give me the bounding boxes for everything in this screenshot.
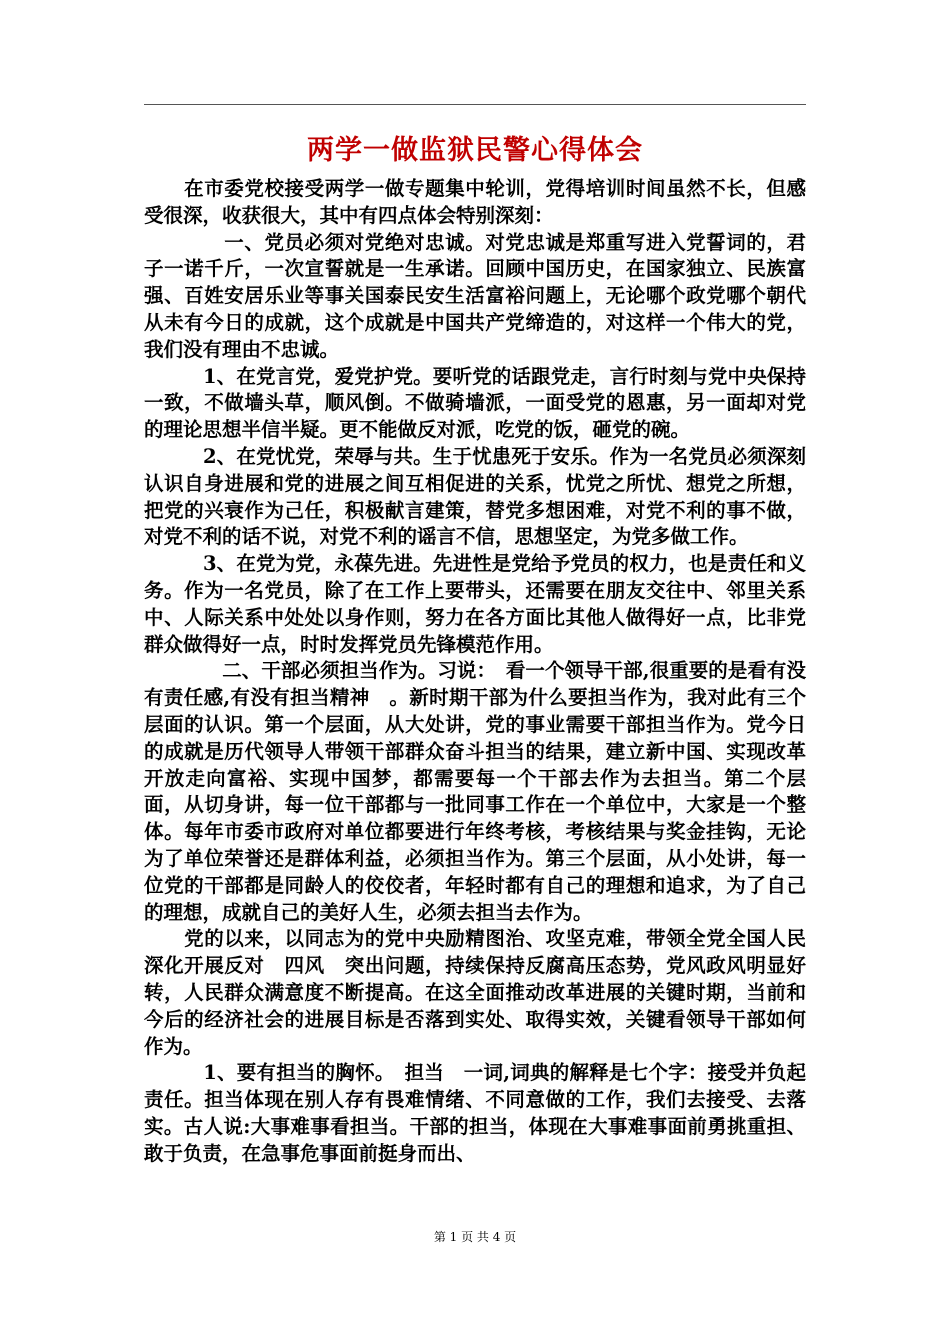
document-title: 两学一做监狱民警心得体会 — [307, 135, 643, 166]
paragraph-intro: 在市委党校接受两学一做专题集中轮训，党得培训时间虽然不长，但感受很深，收获很大，其中有四点体会特别深刻： — [144, 177, 806, 227]
paragraph-item-2-1: 1、要有担当的胸怀。 担当 一词,词典的解释是七个字：接受并负起责任。担当体现在别人存有畏难情绪、不同意做的工作，我们去接受、去落实。古人说:大事难事看担当。干部的担当，体现在大事难事面前勇挑重担、敢于负责，在急事危事面前挺身而出、 — [144, 1061, 806, 1165]
paragraph-section-2: 二、干部必须担当作为。习说： 看一个领导干部,很重要的是看有没有责任感,有没有担当精神 。新时期干部为什么要担当作为，我对此有三个层面的认识。第一个层面，从大处讲，党的事业需要干部担当作为。党今日的成就是历代领导人带领干部群众奋斗担当的结果，建立新中国、实现改革开放走向富裕、实现中国梦，都需要每一个干部去作为去担当。第二个层面，从切身讲，每一位干部都与一批同事工作在一个单位中，大家是一个整体。每年市委市政府对单位都要进行年终考核，考核结果与奖金挂钩，无论为了单位荣誉还是群体利益，必须担当作为。第三个层面，从小处讲，每一位党的干部都是同龄人的佼佼者，年轻时都有自己的理想和追求，为了自己的理想，成就自己的美好人生，必须去担当去作为。 — [144, 659, 806, 924]
paragraph-item-1-3: 3、在党为党，永葆先进。先进性是党给予党员的权力，也是责任和义务。作为一名党员，除了在工作上要带头，还需要在朋友交往中、邻里关系中、人际关系中处处以身作则，努力在各方面比其他人做得好一点，比非党群众做得好一点，时时发挥党员先锋模范作用。 — [144, 552, 806, 656]
paragraph-item-1-2: 2、在党忧党，荣辱与共。生于忧患死于安乐。作为一名党员必须深刻认识自身进展和党的进展之间互相促进的关系，忧党之所忧、想党之所想，把党的兴衰作为己任，积极献言建策，替党多想困难，对党不利的事不做，对党不利的话不说，对党不利的谣言不信，思想坚定，为党多做工作。 — [144, 444, 806, 549]
paragraph-section-1: 一、党员必须对党绝对忠诚。对党忠诚是郑重写进入党誓词的，君子一诺千斤，一次宣誓就是一生承诺。回顾中国历史，在国家独立、民族富强、百姓安居乐业等事关国泰民安生活富裕问题上，无论哪个政党哪个朝代从未有今日的成就，这个成就是中国共产党缔造的，对这样一个伟大的党，我们没有理由不忠诚。 — [144, 230, 806, 361]
paragraph-section-2-context: 党的以来，以同志为的党中央励精图治、攻坚克难，带领全党全国人民深化开展反对 四风 突出问题，持续保持反腐高压态势，党风政风明显好转，人民群众满意度不断提高。在这全面推动改革进展的关键时期，当前和今后的经济社会的进展目标是否落到实处、取得实效，关键看领导干部如何作为。 — [144, 927, 806, 1058]
paragraph-item-1-1: 1、在党言党，爱党护党。要听党的话跟党走，言行时刻与党中央保持一致，不做墙头草，顺风倒。不做骑墙派，一面受党的恩惠，另一面却对党的理论思想半信半疑。更不能做反对派，吃党的饭，砸党的碗。 — [144, 364, 806, 442]
document-body — [144, 176, 806, 1167]
page-number: 第 1 页 共 4 页 — [433, 1230, 517, 1244]
header-rule — [144, 104, 806, 105]
